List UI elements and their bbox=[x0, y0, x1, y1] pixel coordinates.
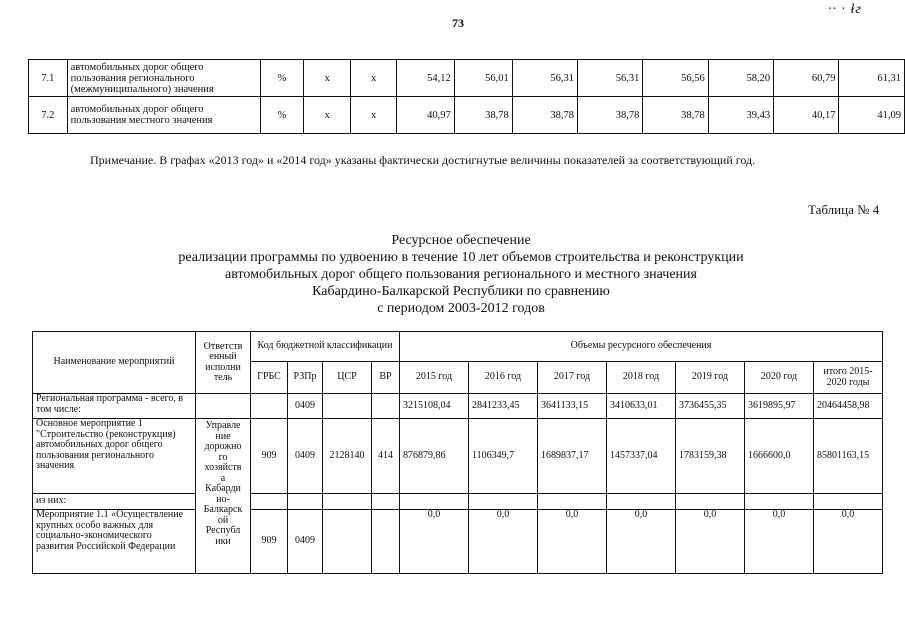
value-cell: 876879,86 bbox=[400, 419, 469, 494]
responsible-line: ики bbox=[215, 535, 231, 547]
rzpr-cell: 0409 bbox=[288, 510, 323, 574]
responsible-line: дорожно bbox=[204, 441, 242, 452]
value-cell: 1666600,0 bbox=[745, 419, 814, 494]
responsible-line: ние bbox=[215, 430, 231, 442]
title-line: Кабардино-Балкарской Республики по сравнению bbox=[312, 284, 610, 299]
header-row bbox=[33, 332, 883, 362]
value-cell: 1783159,38 bbox=[676, 419, 745, 494]
table-label: Таблица № 4 bbox=[808, 202, 880, 217]
unit-cell: % bbox=[261, 97, 304, 134]
header-code: ЦСР bbox=[323, 362, 372, 394]
header-responsible-line: Ответств bbox=[203, 340, 243, 352]
value-cell: 2841233,45 bbox=[469, 394, 538, 419]
value-cell bbox=[676, 494, 745, 510]
value-cell: 3215108,04 bbox=[400, 394, 469, 419]
value-cell: 3619895,97 bbox=[745, 394, 814, 419]
vr-cell: 414 bbox=[372, 419, 400, 494]
value-cell bbox=[814, 494, 883, 510]
value-cell: 56,01 bbox=[454, 60, 512, 97]
rzpr-cell: 0409 bbox=[288, 394, 323, 419]
value-cell bbox=[400, 494, 469, 510]
header-year: итого 2015-2020 годы bbox=[814, 362, 883, 394]
header-code: ВР bbox=[372, 362, 400, 394]
table-row bbox=[33, 494, 883, 510]
table-row bbox=[33, 419, 883, 494]
vr-cell bbox=[372, 494, 400, 510]
value-cell: 3410633,01 bbox=[607, 394, 676, 419]
value-cell: 0,0 bbox=[400, 510, 469, 574]
x-cell: x bbox=[351, 60, 396, 97]
responsible-line: го bbox=[218, 451, 228, 463]
grbs-cell: 909 bbox=[251, 510, 288, 574]
row-name: Основное мероприятие 1 "Строительство (реконструкция) автомобильных дорог общего пользования регионального значения bbox=[33, 419, 196, 494]
value-cell: 41,09 bbox=[839, 97, 905, 134]
value-cell: 56,31 bbox=[512, 60, 577, 97]
page-number: 73 bbox=[452, 16, 464, 30]
table-row bbox=[33, 510, 883, 574]
value-cell: 58,20 bbox=[708, 60, 773, 97]
vr-cell bbox=[372, 510, 400, 574]
value-cell: 56,31 bbox=[578, 60, 643, 97]
title-line: Ресурсное обеспечение bbox=[391, 233, 531, 248]
header-responsible-line: енный bbox=[209, 351, 237, 362]
value-cell: 1689837,17 bbox=[538, 419, 607, 494]
value-cell bbox=[607, 494, 676, 510]
value-cell bbox=[538, 494, 607, 510]
value-cell: 61,31 bbox=[839, 60, 905, 97]
header-year: 2019 год bbox=[676, 362, 745, 394]
table-row bbox=[33, 394, 883, 419]
x-cell: x bbox=[304, 97, 351, 134]
vr-cell bbox=[372, 394, 400, 419]
value-cell: 38,78 bbox=[578, 97, 643, 134]
value-cell: 0,0 bbox=[745, 510, 814, 574]
row-name: автомобильных дорог общего пользования местного значения bbox=[67, 97, 260, 134]
csr-cell bbox=[323, 494, 372, 510]
value-cell: 1457337,04 bbox=[607, 419, 676, 494]
row-number: 7.1 bbox=[29, 60, 68, 97]
header-responsible-line: исполни bbox=[205, 361, 241, 373]
grbs-cell bbox=[251, 394, 288, 419]
responsible-line: Республ bbox=[205, 525, 241, 536]
header-year: 2015 год bbox=[400, 362, 469, 394]
footnote: Примечание. В графах «2013 год» и «2014 год» указаны фактически достигнутые величины показателей за соответствующий год. bbox=[90, 153, 756, 167]
value-cell: 0,0 bbox=[538, 510, 607, 574]
header-budget-code: Код бюджетной классификации bbox=[251, 332, 400, 362]
value-cell: 38,78 bbox=[512, 97, 577, 134]
title-line: с периодом 2003-2012 годов bbox=[377, 301, 545, 316]
indicator-table bbox=[28, 59, 905, 134]
value-cell: 54,12 bbox=[396, 60, 454, 97]
header-year: 2020 год bbox=[745, 362, 814, 394]
rzpr-cell: 0409 bbox=[288, 419, 323, 494]
value-cell: 60,79 bbox=[774, 60, 839, 97]
value-cell: 39,43 bbox=[708, 97, 773, 134]
value-cell: 85801163,15 bbox=[814, 419, 883, 494]
row-name: из них: bbox=[33, 494, 196, 510]
value-cell: 0,0 bbox=[469, 510, 538, 574]
value-cell: 40,97 bbox=[396, 97, 454, 134]
table-row bbox=[29, 60, 905, 97]
handwritten-mark: ·· · łг bbox=[828, 2, 862, 17]
value-cell: 3736455,35 bbox=[676, 394, 745, 419]
header-responsible-line: тель bbox=[213, 372, 233, 383]
responsible-line: а bbox=[220, 472, 226, 484]
unit-cell: % bbox=[261, 60, 304, 97]
value-cell: 0,0 bbox=[814, 510, 883, 574]
csr-cell bbox=[323, 394, 372, 419]
header-year: 2016 год bbox=[469, 362, 538, 394]
value-cell bbox=[469, 494, 538, 510]
responsible-line: хозяйств bbox=[204, 462, 242, 473]
header-name: Наименование мероприятий bbox=[33, 332, 196, 394]
header-year: 2017 год bbox=[538, 362, 607, 394]
table-row bbox=[29, 97, 905, 134]
value-cell: 38,78 bbox=[454, 97, 512, 134]
value-cell: 3641133,15 bbox=[538, 394, 607, 419]
title-line: автомобильных дорог общего пользования регионального и местного значения bbox=[225, 267, 697, 282]
resource-table bbox=[32, 331, 883, 574]
header-year: 2018 год bbox=[607, 362, 676, 394]
value-cell bbox=[745, 494, 814, 510]
row-name: Региональная программа - всего, в том числе: bbox=[33, 394, 196, 419]
title-line: реализации программы по удвоению в течение 10 лет объемов строительства и реконструкции bbox=[178, 250, 744, 265]
value-cell: 0,0 bbox=[676, 510, 745, 574]
csr-cell bbox=[323, 510, 372, 574]
header-volumes: Объемы ресурсного обеспечения bbox=[400, 332, 883, 362]
value-cell: 1106349,7 bbox=[469, 419, 538, 494]
value-cell: 56,56 bbox=[643, 60, 708, 97]
responsible-line: Кабарди bbox=[205, 483, 241, 494]
value-cell: 38,78 bbox=[643, 97, 708, 134]
responsible-line: Управле bbox=[205, 420, 241, 431]
responsible-line: Балкарск bbox=[203, 504, 243, 515]
header-code: ГРБС bbox=[251, 362, 288, 394]
responsible-merged-cell bbox=[196, 419, 251, 574]
responsible-line: ой bbox=[217, 514, 229, 526]
grbs-cell: 909 bbox=[251, 419, 288, 494]
value-cell: 40,17 bbox=[774, 97, 839, 134]
responsible-cell bbox=[196, 394, 251, 419]
header-code: РЗПр bbox=[288, 362, 323, 394]
responsible-line: но- bbox=[216, 493, 230, 505]
row-name: Мероприятие 1.1 «Осуществление крупных особо важных для социально-экономического развития Российской Федерации bbox=[33, 510, 196, 574]
x-cell: x bbox=[304, 60, 351, 97]
value-cell: 20464458,98 bbox=[814, 394, 883, 419]
rzpr-cell bbox=[288, 494, 323, 510]
row-number: 7.2 bbox=[29, 97, 68, 134]
grbs-cell bbox=[251, 494, 288, 510]
row-name: автомобильных дорог общего пользования регионального (межмуниципального) значения bbox=[67, 60, 260, 97]
x-cell: x bbox=[351, 97, 396, 134]
value-cell: 0,0 bbox=[607, 510, 676, 574]
csr-cell: 2128140 bbox=[323, 419, 372, 494]
header-responsible bbox=[196, 332, 251, 394]
